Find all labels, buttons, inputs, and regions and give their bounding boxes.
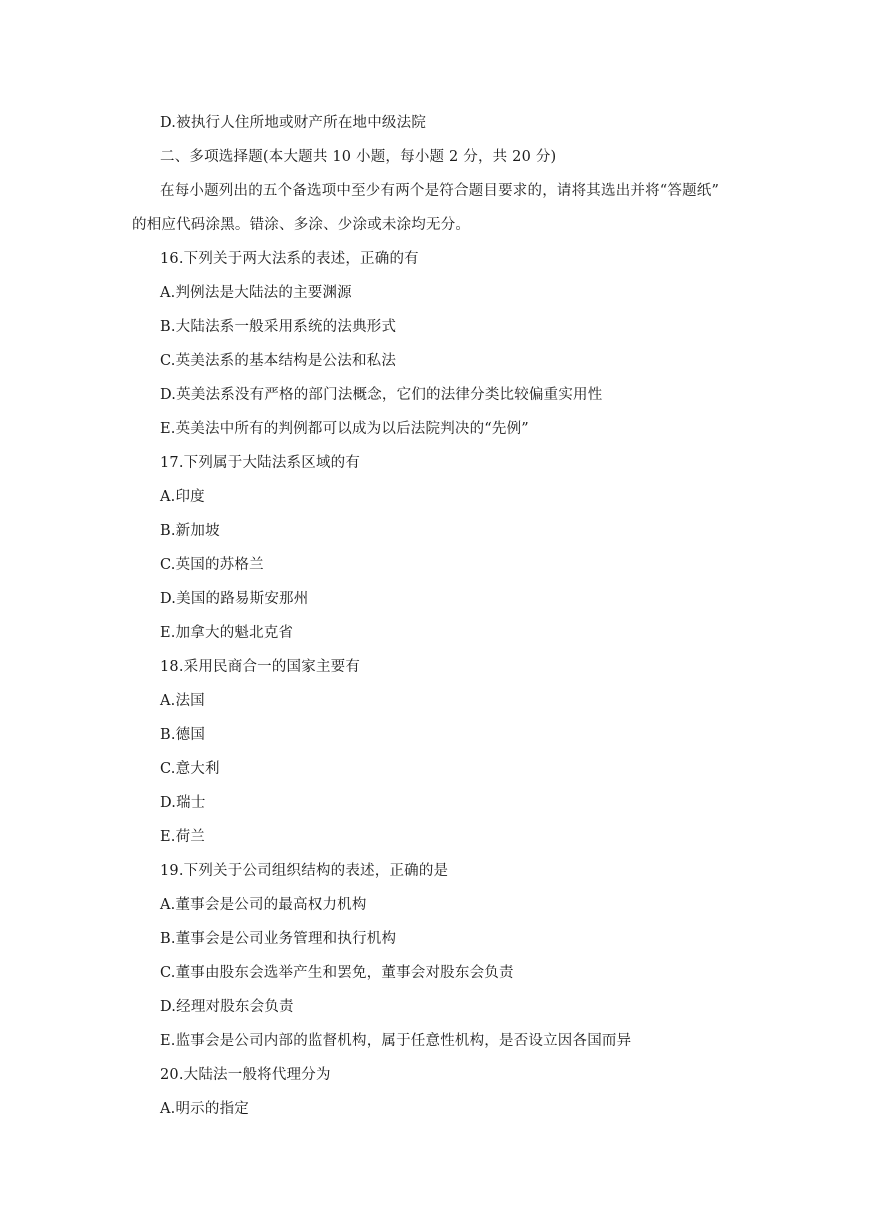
option-line: D.被执行人住所地或财产所在地中级法院: [160, 115, 427, 131]
option-line: A.法国: [160, 693, 205, 709]
option-line: E.英美法中所有的判例都可以成为以后法院判决的“先例”: [160, 421, 529, 437]
option-line: C.意大利: [160, 761, 220, 777]
option-line: B.新加坡: [160, 523, 220, 539]
option-line: A.明示的指定: [160, 1101, 249, 1117]
option-line: E.监事会是公司内部的监督机构，属于任意性机构，是否设立因各国而异: [160, 1033, 632, 1049]
option-line: B.大陆法系一般采用系统的法典形式: [160, 319, 397, 335]
option-line: A.印度: [160, 489, 205, 505]
question-line: 19.下列关于公司组织结构的表述，正确的是: [160, 863, 449, 879]
question-line: 18.采用民商合一的国家主要有: [160, 659, 361, 675]
option-line: C.董事由股东会选举产生和罢免，董事会对股东会负责: [160, 965, 514, 981]
question-line: 16.下列关于两大法系的表述，正确的有: [160, 251, 419, 267]
option-line: A.判例法是大陆法的主要渊源: [160, 285, 352, 301]
instructions-line: 的相应代码涂黑。错涂、多涂、少涂或未涂均无分。: [132, 217, 471, 233]
option-line: D.美国的路易斯安那州: [160, 591, 309, 607]
option-line: B.董事会是公司业务管理和执行机构: [160, 931, 397, 947]
option-line: C.英国的苏格兰: [160, 557, 264, 573]
option-line: D.英美法系没有严格的部门法概念，它们的法律分类比较偏重实用性: [160, 387, 603, 403]
question-line: 20.大陆法一般将代理分为: [160, 1067, 331, 1083]
option-line: C.英美法系的基本结构是公法和私法: [160, 353, 397, 369]
option-line: A.董事会是公司的最高权力机构: [160, 897, 367, 913]
option-line: D.瑞士: [160, 795, 206, 811]
question-line: 17.下列属于大陆法系区域的有: [160, 455, 361, 471]
document-body: [0, 110, 869, 1130]
option-line: E.荷兰: [160, 829, 205, 845]
option-line: D.经理对股东会负责: [160, 999, 294, 1015]
instructions-line: 在每小题列出的五个备选项中至少有两个是符合题目要求的，请将其选出并将“答题纸”: [160, 183, 720, 199]
option-line: E.加拿大的魁北克省: [160, 625, 294, 641]
option-line: B.德国: [160, 727, 206, 743]
section-heading: 二、多项选择题(本大题共 10 小题，每小题 2 分，共 20 分): [160, 149, 557, 165]
